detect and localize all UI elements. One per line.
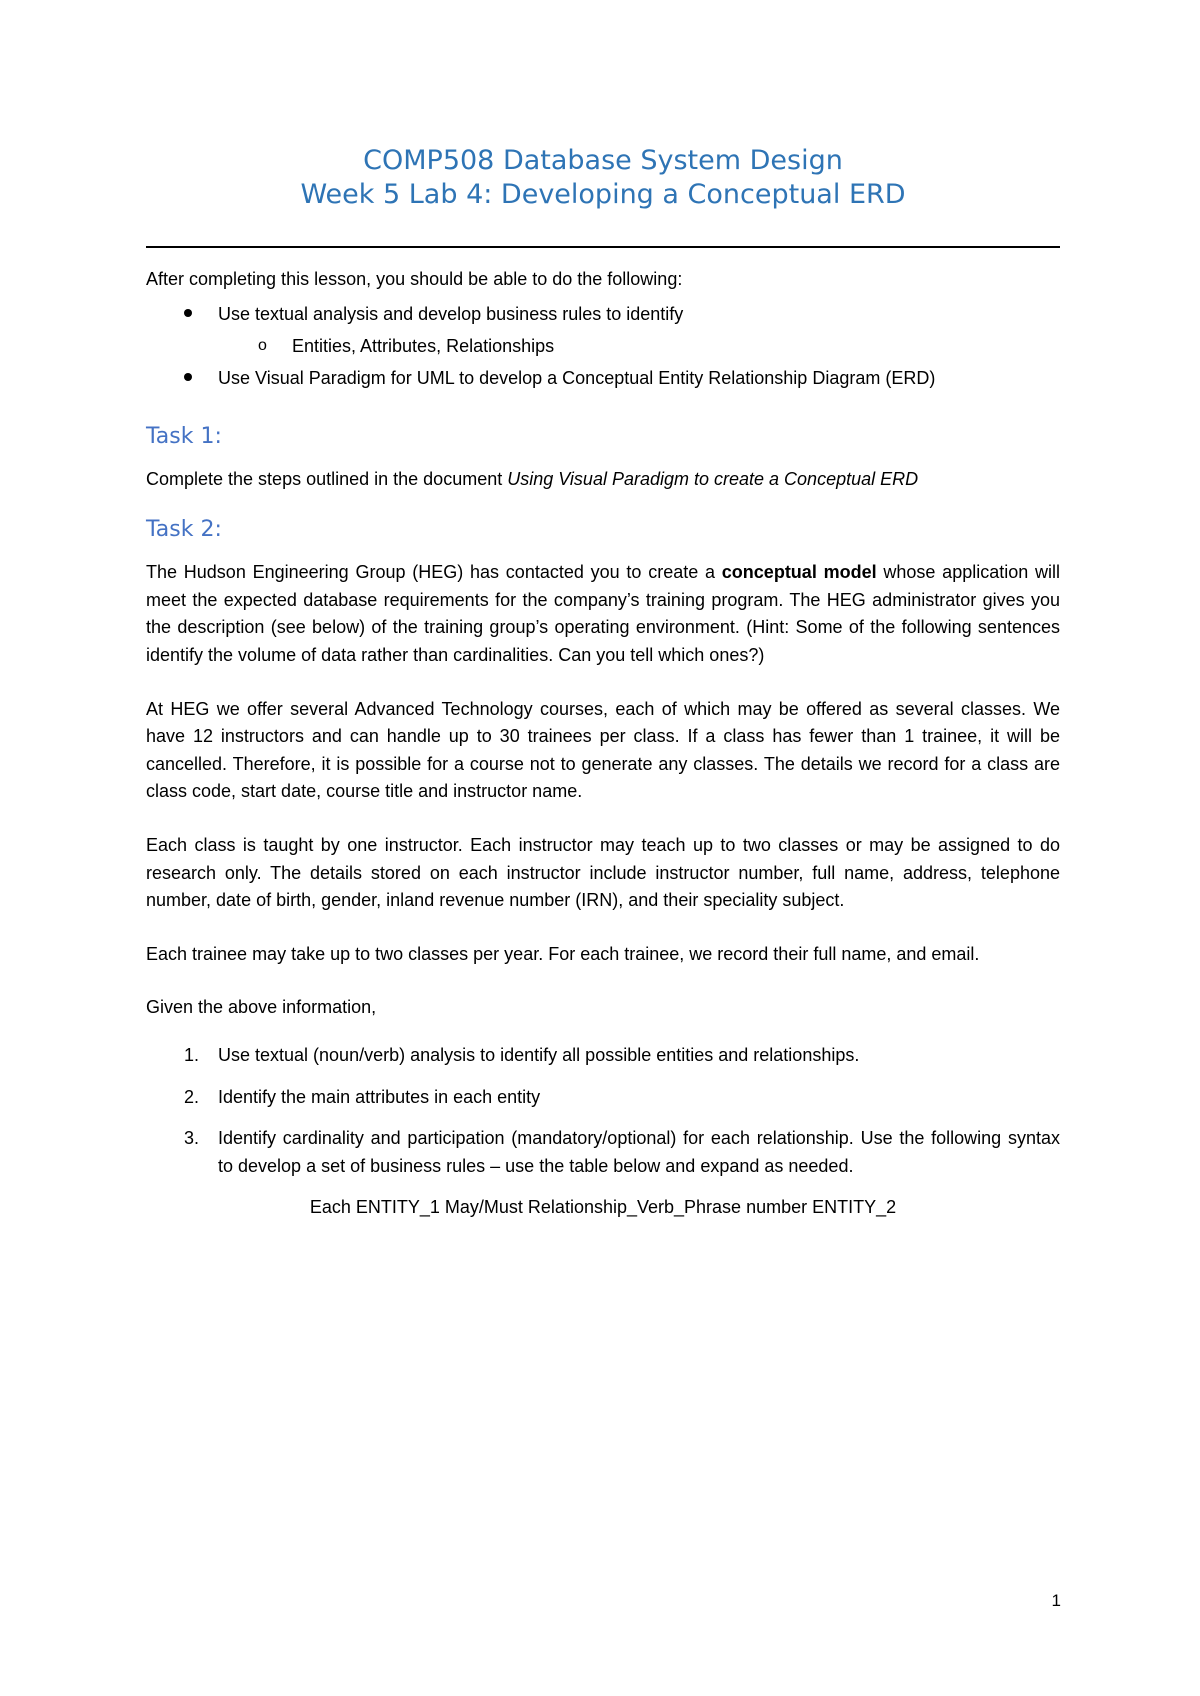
bullet-icon [184,309,192,317]
title-divider [146,246,1060,248]
page-number: 1 [1051,1591,1061,1610]
task2-paragraph-courses: At HEG we offer several Advanced Technology courses, each of which may be offered as several classes. We have 12 instructors and can handle up to 30 trainees per class. If a class has fewer than 1 trainee, it will be cancelled. Therefore, it is possible for a course not to generate any classes. The details we record for a class are class code, start date, course title and instructor name. [146,698,1060,802]
step-number: 1. [184,1044,200,1065]
task1-heading: Task 1: [146,423,222,449]
step-text: Identify cardinality and participation (mandatory/optional) for each relationship. Use the following syntax to develop a set of business rules – use the table below and expand as needed. [218,1128,1060,1176]
lab-title: Week 5 Lab 4: Developing a Conceptual ERD [300,179,906,210]
document-title [146,144,1060,212]
task2-intro-text: The Hudson Engineering Group (HEG) has contacted you to create a [146,562,722,583]
task2-paragraph-instructors: Each class is taught by one instructor. Each instructor may teach up to two classes or may be assigned to do research only. The details stored on each instructor include instructor number, full name, address, telephone number, date of birth, gender, inland revenue number (IRN), and their speciality subject. [146,834,1060,911]
business-rule-syntax: Each ENTITY_1 May/Must Relationship_Verb_Phrase number ENTITY_2 [309,1197,897,1218]
task2-intro-text-cont: whose application will meet the expected database requirements for the company’s training program. The HEG administrator gives you the description (see below) of the training group’s operating environment. (Hint: Some of the following sentences identify the volume of data rather than cardinalities. Can you tell which ones?) [146,562,1061,665]
step-item [146,1125,1060,1180]
task1-text-prefix: Complete the steps outlined in the document [146,468,508,489]
circle-bullet-icon: o [258,336,267,354]
task2-paragraph-given: Given the above information, [146,997,377,1018]
bullet-icon [184,373,192,381]
objectives-list-2 [146,362,1060,394]
step-item [146,1042,1060,1070]
step-number: 2. [184,1086,200,1107]
task2-paragraph-intro [146,559,1060,669]
task2-paragraph-trainees: Each trainee may take up to two classes per year. For each trainee, we record their full name, and email. [146,943,980,964]
task1-document-reference: Using Visual Paradigm to create a Conceptual ERD [507,468,919,489]
task1-text [146,466,1060,494]
task2-heading: Task 2: [146,517,222,543]
sub-objective-text: Entities, Attributes, Relationships [292,335,555,356]
task2-steps-list [146,1042,1060,1180]
step-item [146,1084,1060,1112]
objective-item [146,298,1060,330]
sub-objective-item [146,330,1060,362]
step-number: 3. [184,1128,200,1149]
objectives-lead: After completing this lesson, you should be able to do the following: [146,269,683,289]
objectives-sublist [146,330,1060,362]
objective-item [146,362,1060,394]
objectives-list [146,298,1060,330]
conceptual-model-emphasis: conceptual model [721,562,877,583]
step-text: Use textual (noun/verb) analysis to identify all possible entities and relationships. [218,1044,860,1065]
objective-text: Use textual analysis and develop business rules to identify [218,303,684,324]
objective-text: Use Visual Paradigm for UML to develop a Conceptual Entity Relationship Diagram (ERD) [218,367,936,388]
document-body [146,266,1060,1222]
step-text: Identify the main attributes in each entity [218,1086,541,1107]
course-title: COMP508 Database System Design [363,145,843,176]
